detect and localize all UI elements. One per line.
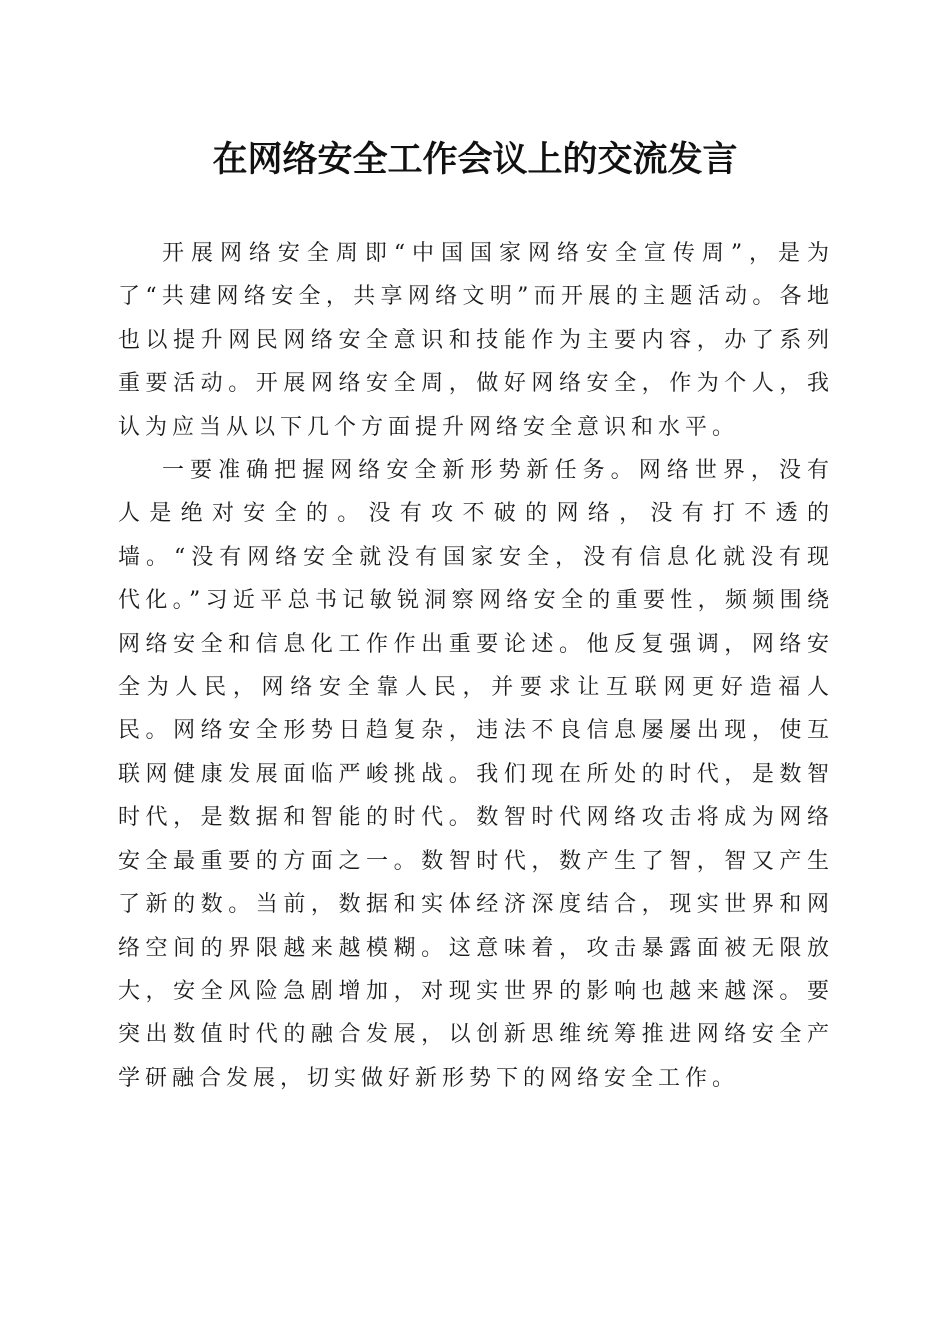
paragraph-intro: 开展网络安全周即“中国国家网络安全宣传周”，是为了“共建网络安全，共享网络文明”而开展的主题活动。各地也以提升网民网络安全意识和技能作为主要内容，办了系列重要活动。开展网络安全周，做好网络安全，作为个人，我认为应当从以下几个方面提升网络安全意识和水平。 <box>118 241 834 440</box>
document-title: 在网络安全工作会议上的交流发言 <box>212 139 738 180</box>
document-body <box>118 232 834 1100</box>
paragraph-point-one: 一要准确把握网络安全新形势新任务。网络世界，没有人是绝对安全的。没有攻不破的网络，没有打不透的墙。“没有网络安全就没有国家安全，没有信息化就没有现代化。”习近平总书记敏锐洞察网络安全的重要性，频频围绕网络安全和信息化工作作出重要论述。他反复强调，网络安全为人民，网络安全靠人民，并要求让互联网更好造福人民。网络安全形势日趋复杂，违法不良信息屡屡出现，使互联网健康发展面临严峻挑战。我们现在所处的时代，是数智时代，是数据和智能的时代。数智时代网络攻击将成为网络安全最重要的方面之一。数智时代，数产生了智，智又产生了新的数。当前，数据和实体经济深度结合，现实世界和网络空间的界限越来越模糊。这意味着，攻击暴露面被无限放大，安全风险急剧增加，对现实世界的影响也越来越深。要突出数值时代的融合发展，以创新思维统筹推进网络安全产学研融合发展，切实做好新形势下的网络安全工作。 <box>118 458 834 1091</box>
